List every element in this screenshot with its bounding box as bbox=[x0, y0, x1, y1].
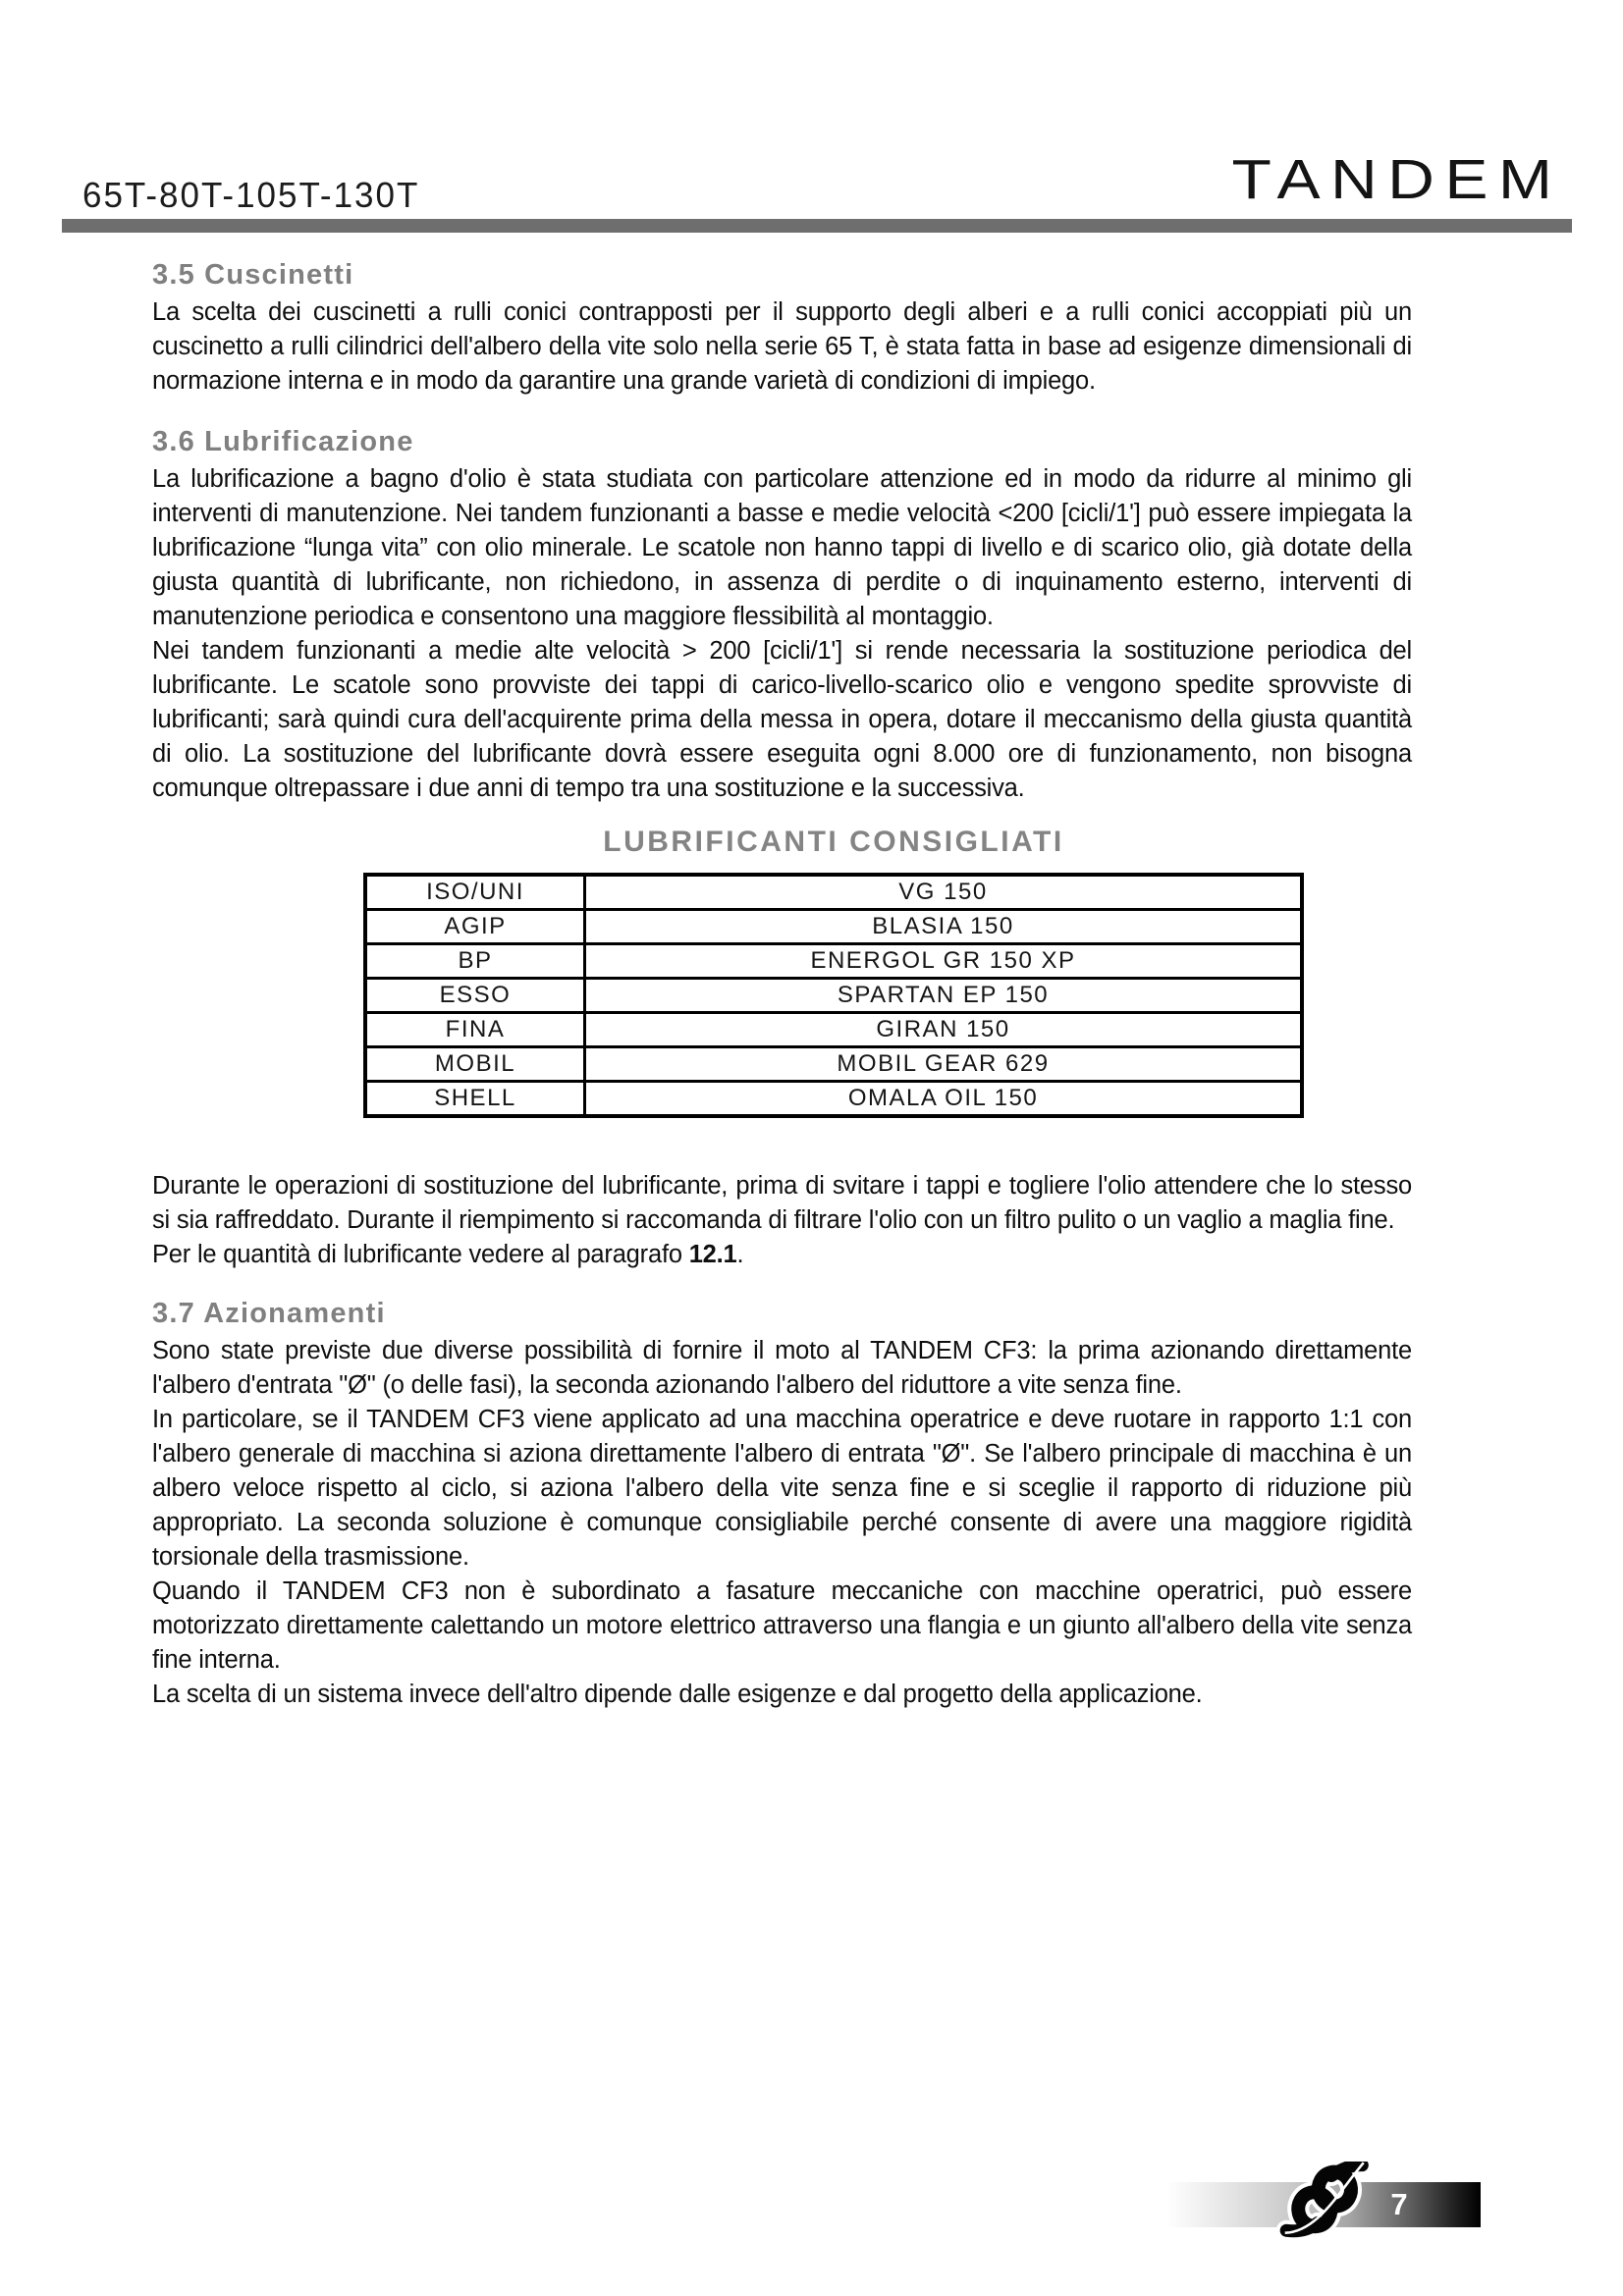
table-row bbox=[365, 875, 1302, 910]
product-cell: MOBIL GEAR 629 bbox=[585, 1047, 1303, 1082]
section-heading-3-5: 3.5 Cuscinetti bbox=[152, 259, 354, 291]
brand-cell: SHELL bbox=[365, 1082, 585, 1117]
page-content bbox=[152, 259, 1412, 1712]
paragraph-oil-change: Durante le operazioni di sostituzione del lubrificante, prima di svitare i tappi e togliere l'olio attendere che lo stesso si sia raffreddato. Durante il riempimento si raccomanda di filtrare l'olio con un filtro pulito o un vaglio a maglia fine. bbox=[152, 1172, 1412, 1234]
product-cell: ENERGOL GR 150 XP bbox=[585, 944, 1303, 979]
table-row bbox=[365, 944, 1302, 979]
see-reference-period: . bbox=[736, 1241, 744, 1268]
brand-cell: MOBIL bbox=[365, 1047, 585, 1082]
section-heading-3-6: 3.6 Lubrificazione bbox=[152, 426, 414, 457]
brand-cell: BP bbox=[365, 944, 585, 979]
product-cell: GIRAN 150 bbox=[585, 1013, 1303, 1047]
product-cell: SPARTAN EP 150 bbox=[585, 979, 1303, 1013]
paragraph-lubrication-2: Nei tandem funzionanti a medie alte velocità > 200 [cicli/1'] si rende necessaria la sostituzione periodica del lubrificante. Le scatole sono provviste dei tappi di carico-livello-scarico olio e vengono spedite sprovviste di lubrificanti; sarà quindi cura dell'acquirente prima della messa in opera, dotare il meccanismo della giusta quantità di olio. La sostituzione del lubrificante dovrà essere eseguita ogni 8.000 ore di funzionamento, non bisogna comunque oltrepassare i due anni di tempo tra una sostituzione e la successiva. bbox=[152, 637, 1412, 802]
product-cell: BLASIA 150 bbox=[585, 910, 1303, 944]
product-cell: OMALA OIL 150 bbox=[585, 1082, 1303, 1117]
table-row bbox=[365, 1013, 1302, 1047]
table-row bbox=[365, 910, 1302, 944]
brand-cell: ISO/UNI bbox=[365, 875, 585, 910]
see-reference-text: Per le quantità di lubrificante vedere al paragrafo bbox=[152, 1241, 689, 1268]
paragraph-drives-4: La scelta di un sistema invece dell'altro dipende dalle esigenze e dal progetto della applicazione. bbox=[152, 1681, 1203, 1708]
table-row bbox=[365, 1047, 1302, 1082]
product-cell: VG 150 bbox=[585, 875, 1303, 910]
lubricants-table bbox=[363, 873, 1304, 1118]
brand-logo-text: TANDEM bbox=[1231, 148, 1562, 211]
paragraph-drives-2: In particolare, se il TANDEM CF3 viene applicato ad una macchina operatrice e deve ruotare in rapporto 1:1 con l'albero generale di macchina si aziona direttamente l'albero di entrata "Ø". Se l'albero principale di macchina è un albero veloce rispetto al ciclo, si aziona l'albero della vite senza fine e si sceglie il rapporto di riduzione più appropriato. La seconda soluzione è comunque consigliabile perché consente di avere una maggiore rigidità torsionale della trasmissione. bbox=[152, 1406, 1412, 1571]
paragraph-see-reference bbox=[152, 1238, 1412, 1272]
paragraph-bearings: La scelta dei cuscinetti a rulli conici contrapposti per il supporto degli alberi e a rulli conici accoppiati più un cuscinetto a rulli cilindrici dell'albero della vite solo nella serie 65 T, è stata fatta in base ad esigenze dimensionali di normazione interna e in modo da garantire una grande varietà di condizioni di impiego. bbox=[152, 298, 1412, 395]
model-range-title: 65T-80T-105T-130T bbox=[82, 175, 420, 216]
paragraph-lubrication-1: La lubrificazione a bagno d'olio è stata studiata con particolare attenzione ed in modo da ridurre al minimo gli interventi di manutenzione. Nei tandem funzionanti a basse e medie velocità <200 [cicli/1'] può essere impiegata la lubrificazione “lunga vita” con olio minerale. Le scatole non hanno tappi di livello e di scarico olio, già dotate della giusta quantità di lubrificante, non richiedono, in assenza di perdite o di inquinamento esterno, interventi di manutenzione periodica e consentono una maggiore flessibilità al montaggio. bbox=[152, 465, 1412, 630]
brand-cell: FINA bbox=[365, 1013, 585, 1047]
brand-cell: AGIP bbox=[365, 910, 585, 944]
section-heading-3-7: 3.7 Azionamenti bbox=[152, 1298, 386, 1329]
paragraph-drives-3: Quando il TANDEM CF3 non è subordinato a fasature meccaniche con macchine operatrici, può essere motorizzato direttamente calettando un motore elettrico attraverso una flangia e un giunto all'albero della vite senza fine interna. bbox=[152, 1577, 1412, 1674]
paragraph-reference-number: 12.1 bbox=[688, 1241, 737, 1268]
rope-knot-logo bbox=[1269, 2162, 1380, 2240]
lubricants-table-title: LUBRIFICANTI CONSIGLIATI bbox=[603, 826, 1064, 858]
paragraph-drives-1: Sono state previste due diverse possibilità di fornire il moto al TANDEM CF3: la prima azionando direttamente l'albero d'entrata "Ø" (o delle fasi), la seconda azionando l'albero del riduttore a vite senza fine. bbox=[152, 1337, 1412, 1399]
table-row bbox=[365, 1082, 1302, 1117]
header-divider bbox=[62, 219, 1572, 233]
brand-cell: ESSO bbox=[365, 979, 585, 1013]
page-number: 7 bbox=[1390, 2187, 1408, 2221]
table-row bbox=[365, 979, 1302, 1013]
